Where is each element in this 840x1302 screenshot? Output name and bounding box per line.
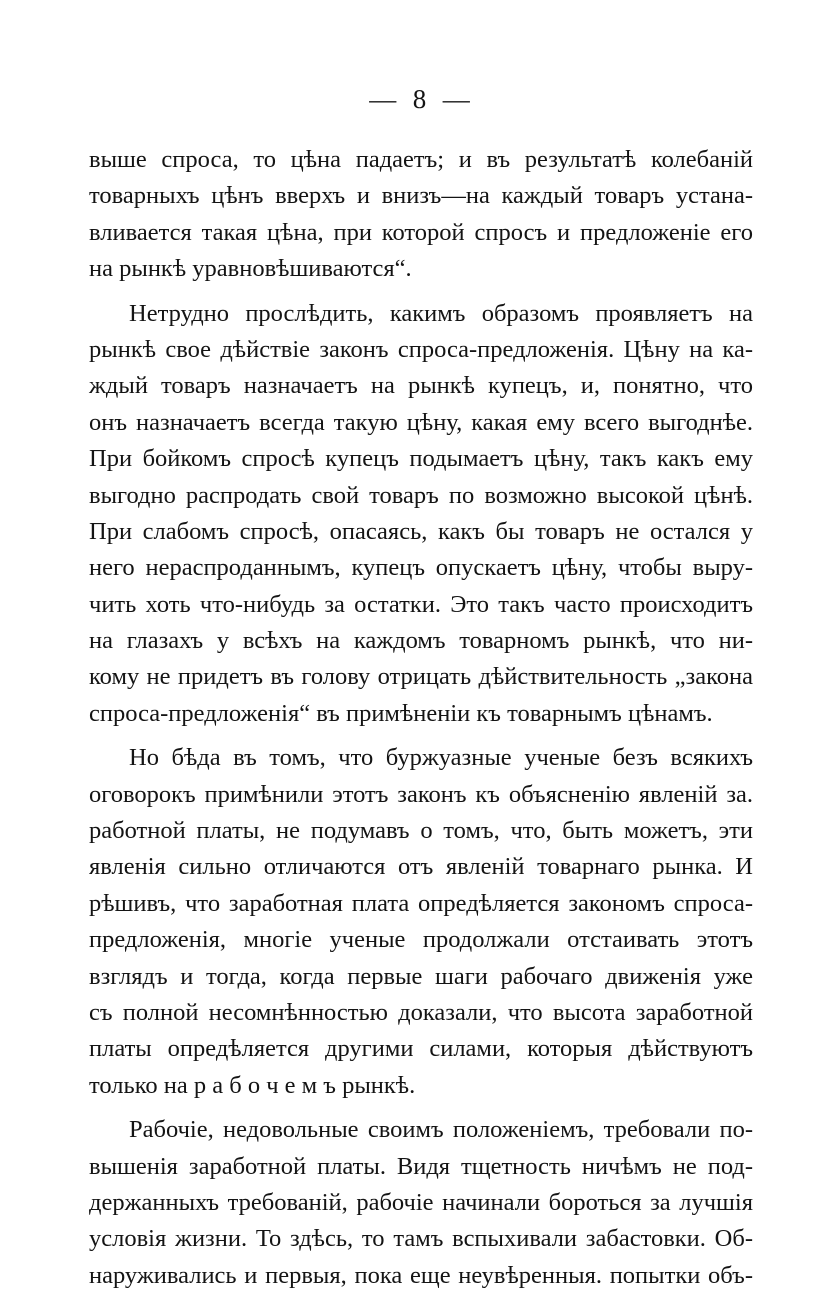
text-line: ждый товаръ назначаетъ на рынкѣ купецъ, и, понятно, что [89,372,753,400]
text-line: на рынкѣ уравновѣшиваются“. [89,255,412,283]
text-line: платы опредѣляется другими силами, которыя дѣйствуютъ [89,1035,753,1063]
text-line: Нетрудно прослѣдить, какимъ образомъ проявляетъ на [129,299,753,327]
text-line: условія жизни. То здѣсь, то тамъ вспыхивали забастовки. Об- [89,1225,753,1253]
text-line: выше спроса, то цѣна падаетъ; и въ результатѣ колебаній [89,146,753,173]
text-line: съ полной несомнѣнностью доказали, что высота заработной [89,998,753,1026]
text-line: взглядъ и тогда, когда первые шаги рабочаго движенія уже [89,962,753,990]
text-line: наруживались и первыя, пока еще неувѣренныя. попытки объ- [89,1261,753,1289]
text-line: явленія сильно отличаются отъ явленій товарнаго рынка. И [89,853,753,881]
text-line: вливается такая цѣна, при которой спросъ и предложеніе его [89,218,753,246]
text-line: онъ назначаетъ всегда такую цѣну, какая ему всего выгоднѣе. [89,408,753,436]
text-line: выгодно распродать свой товаръ по возможно высокой цѣнѣ. [89,481,753,509]
text-line: вышенія заработной платы. Видя тщетность ничѣмъ не под- [89,1152,753,1180]
text-line: рѣшивъ, что заработная плата опредѣляется закономъ спроса- [89,889,753,917]
text-line: оговорокъ примѣнили этотъ законъ къ объясненію явленій за. [89,780,753,808]
text-line: чить хоть что-нибудь за остатки. Это такъ часто происходитъ [89,590,753,618]
text-line: предложенія, многіе ученые продолжали отстаивать этотъ [89,926,753,954]
paragraph [89,740,753,1104]
body-text [89,142,753,1302]
text-line: него нераспроданнымъ, купецъ опускаетъ цѣну, чтобы выру- [89,554,753,582]
text-line: Но бѣда въ томъ, что буржуазные ученые безъ всякихъ [129,744,753,772]
text-line: только на р а б о ч е м ъ рынкѣ. [89,1071,416,1099]
text-line: рынкѣ свое дѣйствіе законъ спроса-предложенія. Цѣну на ка- [89,335,753,363]
paragraph [89,296,753,733]
text-line: При слабомъ спросѣ, опасаясь, какъ бы товаръ не остался у [89,517,753,545]
text-line: работной платы, не подумавъ о томъ, что, быть можетъ, эти [89,817,753,845]
text-line: спроса-предложенія“ въ примѣненіи къ товарнымъ цѣнамъ. [89,699,713,727]
text-line: держанныхъ требованій, рабочіе начинали бороться за лучшія [89,1188,753,1216]
page-number: — 8 — [369,84,471,114]
text-line: При бойкомъ спросѣ купецъ подымаетъ цѣну, такъ какъ ему [89,445,753,473]
paragraph [89,142,753,288]
text-line: кому не придетъ въ голову отрицать дѣйствительность „закона [89,663,753,691]
paragraph [89,1112,753,1294]
text-line: товарныхъ цѣнъ вверхъ и внизъ—на каждый товаръ устана- [89,182,753,210]
text-line: на глазахъ у всѣхъ на каждомъ товарномъ рынкѣ, что ни- [89,627,753,655]
text-line: Рабочіе, недовольные своимъ положеніемъ, требовали по- [129,1116,753,1144]
